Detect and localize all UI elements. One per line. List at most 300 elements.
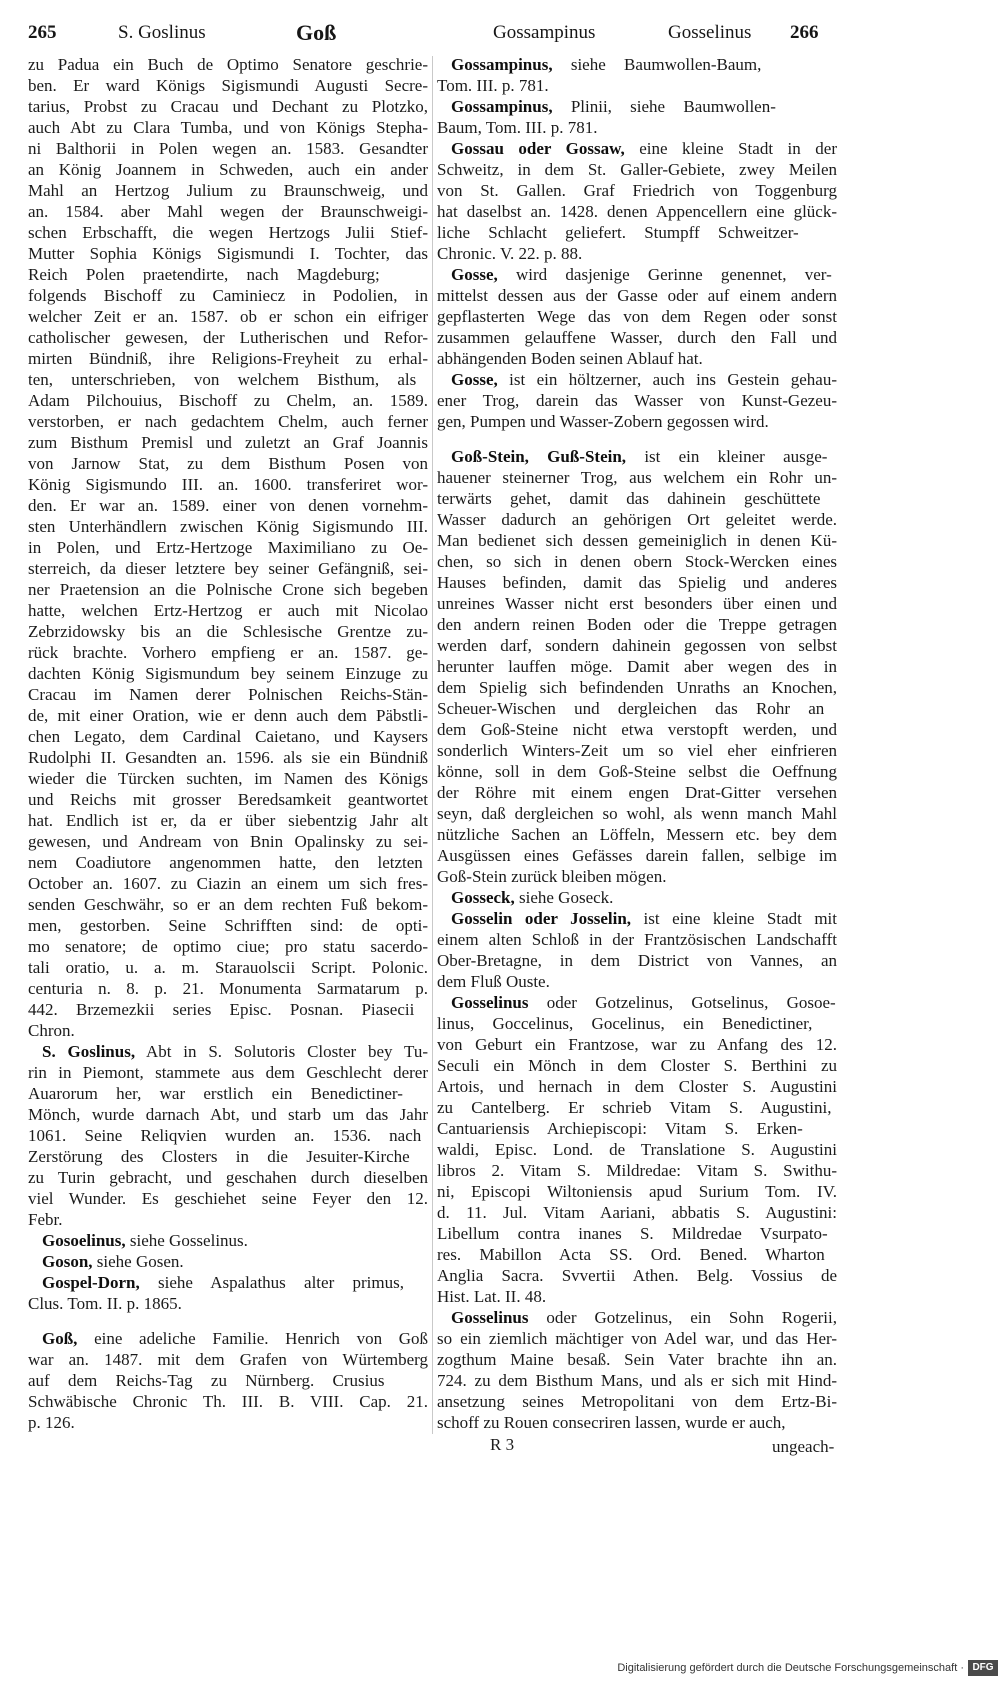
text-line: [437, 488, 837, 509]
line-text: Mahl an Hertzog Julium zu Braunschweig, und: [28, 181, 428, 200]
dictionary-entry: [437, 138, 837, 264]
text-line: [437, 1034, 837, 1055]
entry-headword: Goson,: [42, 1252, 93, 1271]
line-text: sonderlich Winters-Zeit um so viel eher einfrieren: [437, 741, 837, 760]
dictionary-entry: [28, 1328, 428, 1433]
text-line: [437, 866, 837, 887]
line-text: Schwäbische Chronic Th. III. B. VIII. Cap. 21.: [28, 1392, 428, 1411]
text-line: [28, 369, 428, 390]
line-text: res. Mabillon Acta SS. Ord. Bened. Wharton: [437, 1245, 825, 1264]
text-line: [437, 572, 837, 593]
text-line: [437, 1097, 837, 1118]
text-line: [28, 684, 428, 705]
line-text: Chronic. V. 22. p. 88.: [437, 244, 583, 263]
text-line: [437, 222, 837, 243]
text-line: [437, 1139, 837, 1160]
text-line: [437, 1412, 837, 1433]
text-line: [437, 96, 837, 117]
text-line: [437, 327, 837, 348]
text-line: [28, 180, 428, 201]
line-text: den. Er war an. 1589. einer von denen vornehm-: [28, 496, 428, 515]
text-line: [437, 1118, 837, 1139]
line-text: sterreich, da dieser letztere bey seiner Gefängniß, sei-: [28, 559, 428, 578]
line-text: Chron.: [28, 1021, 75, 1040]
line-text: Adam Pilchouius, Bischoff zu Chelm, an. 1589.: [28, 391, 428, 410]
text-line: [28, 915, 428, 936]
text-line: [437, 1391, 837, 1412]
dfg-logo: DFG: [968, 1660, 998, 1676]
text-line: [28, 873, 428, 894]
line-text: zu Cantelberg. Er schrieb Vitam S. Augustini,: [437, 1098, 832, 1117]
text-line: [28, 789, 428, 810]
line-text: siehe Gosen.: [96, 1252, 184, 1271]
line-text: dachten König Sigismundum bey seinem Einzuge zu: [28, 664, 428, 683]
entry-headword: S. Goslinus,: [42, 1042, 136, 1061]
text-line: [437, 950, 837, 971]
text-line: [437, 467, 837, 488]
line-text: so ein ziemlich mächtiger von Adel war, und das Her-: [437, 1329, 837, 1348]
line-text: wird dasjenige Gerinne genennet, ver-: [516, 265, 832, 284]
line-text: auch Abt zu Clara Tumba, und von Königs Stepha-: [28, 118, 428, 137]
text-line: [437, 180, 837, 201]
text-line: [437, 285, 837, 306]
text-line: [28, 852, 428, 873]
line-text: der Röhre mit einem engen Drat-Gitter versehen: [437, 783, 837, 802]
line-text: zu Turin gebracht, und geschahen durch dieselben: [28, 1168, 428, 1187]
dictionary-entry: [437, 887, 837, 908]
text-line: [28, 1272, 428, 1293]
text-line: [28, 348, 428, 369]
line-text: Rudolphi II. Gesandten an. 1596. als sie ein Bündniß: [28, 748, 428, 767]
text-line: [28, 1125, 428, 1146]
line-text: Hist. Lat. II. 48.: [437, 1287, 547, 1306]
dictionary-entry: [437, 264, 837, 369]
text-line: [28, 138, 428, 159]
dictionary-entry: [437, 992, 837, 1307]
text-line: [437, 551, 837, 572]
dictionary-entry: [28, 1251, 428, 1272]
text-line: [28, 1370, 428, 1391]
line-text: von Jarnow Stat, zu dem Bisthum Posen von: [28, 454, 428, 473]
text-line: [28, 705, 428, 726]
text-line: [437, 1328, 837, 1349]
text-line: [437, 138, 837, 159]
text-line: [437, 761, 837, 782]
dictionary-entry: [437, 369, 837, 432]
center-running-headword: Goß: [296, 20, 337, 45]
line-text: zogthum Maine besaß. Sein Vater brachte ihn an.: [437, 1350, 837, 1369]
line-text: ener Trog, darein das Wasser von Kunst-Gezeu-: [437, 391, 837, 410]
text-line: [437, 614, 837, 635]
line-text: Baum, Tom. III. p. 781.: [437, 118, 598, 137]
text-line: [28, 1167, 428, 1188]
text-line: [28, 264, 428, 285]
line-text: Mönch, wurde darnach Abt, und starb um das Jahr: [28, 1105, 428, 1124]
line-text: von St. Gallen. Graf Friedrich von Toggenburg: [437, 181, 837, 200]
text-line: [28, 201, 428, 222]
line-text: ist ein höltzerner, auch ins Gestein gehau-: [509, 370, 837, 389]
text-line: [28, 1391, 428, 1412]
right-page-number: 266: [790, 22, 819, 43]
text-line: [437, 992, 837, 1013]
text-line: [437, 803, 837, 824]
line-text: zusammen gelauffene Wasser, durch den Fall und: [437, 328, 837, 347]
line-text: tarius, Probst zu Cracau und Dechant zu Plotzko,: [28, 97, 428, 116]
line-text: hauener steinerner Trog, aus welchem ein Rohr un-: [437, 468, 837, 487]
text-line: [28, 390, 428, 411]
line-text: und Reichs mit grosser Beredsamkeit geantwortet: [28, 790, 428, 809]
text-line: [28, 579, 428, 600]
line-text: ni, Episcopi Wiltoniensis apud Surium Tom. IV.: [437, 1182, 837, 1201]
line-text: zu Padua ein Buch de Optimo Senatore geschrie-: [28, 55, 428, 74]
line-text: oder Gotzelinus, Gotselinus, Gosoe-: [546, 993, 836, 1012]
entry-headword: Gosselinus: [451, 993, 529, 1012]
line-text: unreines Wasser nicht erst besonders über einen und: [437, 594, 837, 613]
line-text: rin in Piemont, stammete aus dem Geschlecht derer: [28, 1063, 428, 1082]
line-text: 724. zu dem Bisthum Mans, und als er sich mit Hind-: [437, 1371, 837, 1390]
text-line: [437, 887, 837, 908]
line-text: herunter lauffen möge. Damit aber wegen des in: [437, 657, 837, 676]
text-line: [437, 824, 837, 845]
text-line: [28, 831, 428, 852]
line-text: men, gestorben. Seine Schrifften sind: de opti-: [28, 916, 428, 935]
text-line: [28, 537, 428, 558]
text-line: [28, 936, 428, 957]
line-text: Mutter Sophia Königs Sigismundi I. Tochter, das: [28, 244, 428, 263]
entry-headword: Gospel-Dorn,: [42, 1273, 140, 1292]
entry-headword: Gossampinus,: [451, 97, 553, 116]
text-line: [28, 768, 428, 789]
line-text: tali oratio, u. a. m. Starauolscii Script. Polonic.: [28, 958, 428, 977]
text-line: [437, 54, 837, 75]
line-text: folgends Bischoff zu Caminiecz in Podolien, in: [28, 286, 428, 305]
text-line: [28, 159, 428, 180]
text-line: [437, 971, 837, 992]
entry-headword: Gosseck,: [451, 888, 515, 907]
entry-headword: Gosoelinus,: [42, 1231, 126, 1250]
line-text: Tom. III. p. 781.: [437, 76, 549, 95]
line-text: October an. 1607. zu Ciazin an einem um sich fres-: [28, 874, 428, 893]
digitization-credit: Digitalisierung gefördert durch die Deutsche Forschungsgemeinschaft ·: [617, 1662, 964, 1674]
line-text: catholischer gewesen, der Lutherischen und Refor-: [28, 328, 428, 347]
line-text: auf dem Reichs-Tag zu Nürnberg. Crusius: [28, 1371, 385, 1390]
text-line: [28, 726, 428, 747]
text-line: [437, 1160, 837, 1181]
line-text: könne, soll in dem Goß-Steine selbst die Oeffnung: [437, 762, 837, 781]
text-line: [28, 1062, 428, 1083]
text-line: [437, 446, 837, 467]
text-line: [437, 369, 837, 390]
line-text: centuria n. 8. p. 21. Monumenta Sarmatarum p.: [28, 979, 428, 998]
entry-headword: Gossampinus,: [451, 55, 553, 74]
text-line: [28, 1349, 428, 1370]
line-text: de, mit einer Oration, wie er denn auch dem Päbstli-: [28, 706, 428, 725]
dictionary-entry: [437, 908, 837, 992]
text-line: [437, 1349, 837, 1370]
line-text: mittelst dessen aus der Gasse oder auf einem andern: [437, 286, 837, 305]
text-line: [28, 1104, 428, 1125]
line-text: Schweitz, in dem St. Galler-Gebiete, zwey Meilen: [437, 160, 837, 179]
line-text: eine kleine Stadt in der: [639, 139, 837, 158]
text-line: [28, 1209, 428, 1230]
line-text: werden darf, sondern dahinein gegossen von selbst: [437, 636, 837, 655]
line-text: Febr.: [28, 1210, 63, 1229]
line-text: ist eine kleine Stadt mit: [643, 909, 837, 928]
text-line: [437, 929, 837, 950]
line-text: chen Legato, dem Cardinal Caietano, und Kaysers: [28, 727, 428, 746]
text-line: [437, 677, 837, 698]
text-line: [437, 1370, 837, 1391]
text-line: [28, 1251, 428, 1272]
line-text: viel Wunder. Es geschiehet seine Feyer den 12.: [28, 1189, 428, 1208]
right-running-headword-last: Gosselinus: [668, 22, 752, 43]
line-text: nem Coadiutore angenommen hatte, den letzten: [28, 853, 423, 872]
line-text: eine adeliche Familie. Henrich von Goß: [94, 1329, 428, 1348]
line-text: Ober-Bretagne, in dem District von Vannes, an: [437, 951, 837, 970]
entry-headword: Gosse,: [451, 370, 498, 389]
line-text: Zebrzidowsky bis an die Schlesische Grentze zu-: [28, 622, 428, 641]
line-text: liche Schlacht geliefert. Stumpff Schweitzer-: [437, 223, 799, 242]
line-text: rück brachte. Vorhero empfieng er an. 1587. ge-: [28, 643, 428, 662]
line-text: ansetzung seines Metropolitani von dem Ertz-Bi-: [437, 1392, 837, 1411]
line-text: hatte, welchen Ertz-Hertzog er auch mit Nicolao: [28, 601, 428, 620]
text-line: [437, 1013, 837, 1034]
line-text: Wasser dadurch an gehörigen Ort geleitet werde.: [437, 510, 837, 529]
line-text: siehe Baumwollen-Baum,: [570, 55, 762, 74]
line-text: oder Gotzelinus, ein Sohn Rogerii,: [546, 1308, 837, 1327]
line-text: siehe Goseck.: [519, 888, 614, 907]
line-text: den andern reinen Boden oder die Treppe getragen: [437, 615, 837, 634]
line-text: König Sigismundo III. an. 1600. transferiret wor-: [28, 475, 428, 494]
line-text: ben. Er ward Königs Sigismundi Augusti Secre-: [28, 76, 428, 95]
catchword: ungeach-: [772, 1437, 835, 1456]
text-line: [437, 306, 837, 327]
text-line: [28, 894, 428, 915]
text-line: [28, 1412, 428, 1433]
dictionary-entry: [437, 54, 837, 96]
text-line: [437, 656, 837, 677]
line-text: siehe Aspalathus alter primus,: [158, 1273, 404, 1292]
line-text: ni Balthorii in Polen wegen an. 1583. Gesandter: [28, 139, 428, 158]
line-text: siehe Gosselinus.: [129, 1231, 248, 1250]
text-line: [28, 117, 428, 138]
dictionary-entry: [28, 1272, 428, 1314]
line-text: an König Joannem in Schweden, auch ein ander: [28, 160, 428, 179]
text-line: [28, 411, 428, 432]
text-line: [28, 1146, 428, 1167]
text-line: [28, 222, 428, 243]
dictionary-entry: [437, 1307, 837, 1433]
line-text: ist ein kleiner ausge-: [644, 447, 828, 466]
text-line: [28, 747, 428, 768]
line-text: Artois, und hernach in dem Closter S. Augustini: [437, 1077, 837, 1096]
text-line: [28, 243, 428, 264]
column-divider: [432, 56, 433, 1434]
line-text: chen, so sich in denen obern Stock-Wercken eines: [437, 552, 837, 571]
text-line: [437, 117, 837, 138]
line-text: von Geburt ein Frantzose, war zu Anfang des 12.: [437, 1035, 837, 1054]
line-text: Goß-Stein zurück bleiben mögen.: [437, 867, 667, 886]
text-line: [28, 621, 428, 642]
line-text: hat. Endlich ist er, da er über siebentzig Jahr alt: [28, 811, 428, 830]
line-text: gewesen, und Andream von Bnin Opalinsky zu sei-: [28, 832, 428, 851]
text-line: [437, 75, 837, 96]
text-line: [437, 348, 837, 369]
text-line: [28, 1188, 428, 1209]
text-line: [28, 306, 428, 327]
line-text: war an. 1487. mit dem Grafen von Würtemberg: [28, 1350, 428, 1369]
line-text: zum Bisthum Premisl und zuletzt an Graf Joannis: [28, 433, 428, 452]
entry-headword: Goß,: [42, 1329, 78, 1348]
text-line: [437, 243, 837, 264]
entry-headword: Goß-Stein, Guß-Stein,: [451, 447, 627, 466]
signature-mark: R 3: [490, 1435, 515, 1454]
text-line: [28, 957, 428, 978]
text-line: [28, 54, 428, 75]
line-text: Clus. Tom. II. p. 1865.: [28, 1294, 182, 1313]
entry-headword: Gosse,: [451, 265, 498, 284]
text-line: [437, 1076, 837, 1097]
text-line: [437, 593, 837, 614]
text-line: [28, 1020, 428, 1041]
text-line: [437, 530, 837, 551]
line-text: dem Fluß Ouste.: [437, 972, 550, 991]
line-text: Hauses befinden, damit das Spielig und anderes: [437, 573, 837, 592]
text-line: [28, 978, 428, 999]
right-column: [437, 54, 837, 1433]
line-text: gepflasterten Wege das von dem Regen oder sonst: [437, 307, 837, 326]
text-line: [28, 1230, 428, 1251]
text-line: [437, 159, 837, 180]
line-text: waldi, Episc. Lond. de Translatione S. Augustini: [437, 1140, 837, 1159]
text-line: [28, 810, 428, 831]
text-line: [28, 495, 428, 516]
line-text: mirten Bündniß, ihre Religions-Freyheit zu erhal-: [28, 349, 428, 368]
text-line: [437, 390, 837, 411]
line-text: Ausgüssen eines Gefässes darein fallen, selbige im: [437, 846, 837, 865]
left-running-headword: S. Goslinus: [118, 22, 206, 43]
line-text: 1061. Seine Reliqvien wurden an. 1536. nach: [28, 1126, 422, 1145]
text-line: [437, 264, 837, 285]
text-line: [28, 327, 428, 348]
line-text: Zerstörung des Closters in die Jesuiter-Kirche: [28, 1147, 410, 1166]
line-text: ten, unterschrieben, von welchem Bisthum, als: [28, 370, 417, 389]
line-text: seyn, daß dergleichen so wohl, als wenn manch Mahl: [437, 804, 837, 823]
text-line: [28, 558, 428, 579]
line-text: wieder die Türcken suchten, im Namen des Königs: [28, 769, 428, 788]
text-line: [28, 285, 428, 306]
text-line: [28, 1328, 428, 1349]
text-line: [28, 474, 428, 495]
text-line: [437, 635, 837, 656]
text-line: [28, 453, 428, 474]
line-text: 442. Brzemezkii series Episc. Posnan. Piasecii: [28, 1000, 415, 1019]
text-line: [28, 75, 428, 96]
line-text: dem Spielig sich befindenden Unraths an Knochen,: [437, 678, 837, 697]
line-text: Auarorum her, war erstlich ein Benedictiner-: [28, 1084, 403, 1103]
line-text: libros 2. Vitam S. Mildredae: Vitam S. Swithu-: [437, 1161, 837, 1180]
line-text: einem alten Schloß in der Frantzösischen Landschafft: [437, 930, 837, 949]
text-line: [437, 782, 837, 803]
text-line: [28, 1041, 428, 1062]
text-line: [437, 509, 837, 530]
dictionary-entry: [437, 96, 837, 138]
line-text: Abt in S. Solutoris Closter bey Tu-: [145, 1042, 428, 1061]
dictionary-entry: [28, 1230, 428, 1251]
text-line: [437, 1307, 837, 1328]
line-text: Reich Polen praetendirte, nach Magdeburg;: [28, 265, 380, 284]
text-line: [437, 1244, 837, 1265]
line-text: senden Geschwähr, so er an dem rechten Fuß bekom-: [28, 895, 428, 914]
line-text: mo senatore; de optimo ciue; pro statu sacerdo-: [28, 937, 428, 956]
line-text: p. 126.: [28, 1413, 75, 1432]
text-line: [437, 698, 837, 719]
text-line: [437, 719, 837, 740]
line-text: d. 11. Jul. Vitam Aariani, abbatis S. Augustini:: [437, 1203, 837, 1222]
entry-headword: Gosselin oder Josselin,: [451, 909, 632, 928]
text-line: [437, 1223, 837, 1244]
line-text: welcher Zeit er an. 1587. ob er schon ein eifriger: [28, 307, 428, 326]
line-text: nützliche Sachen an Löffeln, Messern etc. bey dem: [437, 825, 837, 844]
text-line: [437, 411, 837, 432]
line-text: dem Goß-Steine nicht etwa verstopft werden, und: [437, 720, 837, 739]
text-line: [28, 1083, 428, 1104]
line-text: gen, Pumpen und Wasser-Zobern gegossen wird.: [437, 412, 769, 431]
text-line: [28, 432, 428, 453]
line-text: Seculi ein Mönch in dem Closter S. Berthini zu: [437, 1056, 837, 1075]
line-text: hat daselbst an. 1428. denen Appencellern eine glück-: [437, 202, 837, 221]
line-text: abhängenden Boden seinen Ablauf hat.: [437, 349, 703, 368]
entry-headword: Gosselinus: [451, 1308, 529, 1327]
text-line: [437, 908, 837, 929]
line-text: linus, Goccelinus, Gocelinus, ein Benedictiner,: [437, 1014, 813, 1033]
line-text: ner Praetension an die Polnische Crone sich begeben: [28, 580, 428, 599]
dictionary-entry: [28, 1041, 428, 1230]
line-text: Plinii, siehe Baumwollen-: [570, 97, 776, 116]
line-text: Anglia Sacra. Svvertii Athen. Belg. Vossius de: [437, 1266, 837, 1285]
text-line: [437, 845, 837, 866]
line-text: Man bedienet sich dessen gemeiniglich in denen Kü-: [437, 531, 837, 550]
line-text: Cantuariensis Archiepiscopi: Vitam S. Erken-: [437, 1119, 803, 1138]
line-text: an. 1584. aber Mahl wegen der Braunschweigi-: [28, 202, 428, 221]
text-line: [437, 1286, 837, 1307]
text-line: [28, 663, 428, 684]
entry-headword: Gossau oder Gossaw,: [451, 139, 625, 158]
text-line: [437, 1265, 837, 1286]
line-text: Scheuer-Wischen und dergleichen das Rohr an: [437, 699, 825, 718]
line-text: sten Unterhändlern zwischen König Sigismundo III.: [28, 517, 428, 536]
line-text: in Polen, und Ertz-Hertzoge Maximiliano zu Oe-: [28, 538, 428, 557]
text-line: [437, 1202, 837, 1223]
text-line: [28, 642, 428, 663]
text-line: [437, 740, 837, 761]
text-line: [437, 1181, 837, 1202]
dictionary-entry: [28, 54, 428, 1041]
text-line: [28, 96, 428, 117]
text-line: [28, 516, 428, 537]
dictionary-entry: [437, 446, 837, 887]
text-line: [437, 201, 837, 222]
text-line: [28, 600, 428, 621]
line-text: verstorben, er nach gedachtem Chelm, auch ferner: [28, 412, 428, 431]
text-line: [437, 1055, 837, 1076]
line-text: Cracau im Namen derer Polnischen Reichs-Stän-: [28, 685, 428, 704]
left-page-number: 265: [28, 22, 57, 43]
right-running-headword-first: Gossampinus: [493, 22, 596, 43]
line-text: Libellum contra inanes S. Mildredae Vsurpato-: [437, 1224, 828, 1243]
line-text: terwärts gehet, damit das dahinein geschüttete: [437, 489, 821, 508]
text-line: [28, 999, 428, 1020]
